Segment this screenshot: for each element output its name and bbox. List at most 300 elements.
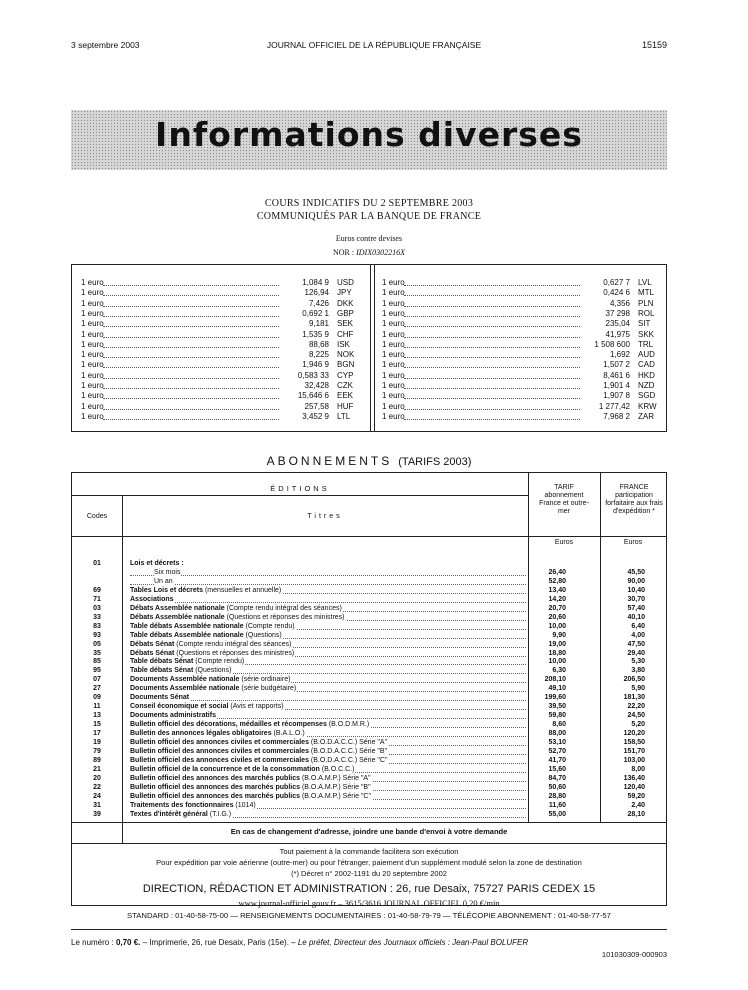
- section-banner: [71, 110, 667, 170]
- row-price-etranger: 120,20: [623, 730, 645, 738]
- rate-value: 1 508 600: [594, 339, 630, 349]
- row-price-etranger: 59,20: [627, 792, 645, 800]
- row-title: [130, 676, 291, 684]
- row-title-bold: Bulletin officiel de la concurrence et de la consommation: [130, 765, 320, 773]
- row-title: [130, 605, 343, 613]
- rate-currency: CAD: [638, 360, 655, 370]
- row-title-rest: (T.I.G.): [207, 810, 232, 818]
- row-code: 95: [93, 667, 101, 675]
- row-title-bold: Documents Assemblée nationale: [130, 685, 240, 693]
- row-title-bold: Traitements des fonctionnaires: [130, 801, 234, 809]
- rate-value: 7,426: [308, 298, 329, 308]
- rate-currency: CZK: [337, 381, 353, 390]
- row-code: 24: [93, 792, 101, 800]
- row-price-etranger: 5,30: [631, 658, 645, 666]
- rate-label: 1 euro: [81, 401, 104, 411]
- leader-dots: [404, 388, 580, 389]
- leader-dots: [404, 306, 580, 307]
- row-title-bold: Débats Sénat: [130, 640, 175, 648]
- subscription-row: [72, 667, 666, 675]
- rate-label: 1 euro: [382, 350, 405, 360]
- rate-value: 9,181: [308, 319, 329, 329]
- leader-dots: [404, 367, 580, 368]
- imprimerie: – Imprimerie, 26, rue Desaix, Paris (15e).: [142, 938, 289, 947]
- row-price-etranger: 40,10: [627, 613, 645, 621]
- rate-currency: TRL: [638, 339, 654, 349]
- row-title-bold: Bulletin officiel des décorations, médailles et récompenses: [130, 721, 327, 729]
- note-line-1: Tout paiement à la commande facilitera son exécution: [279, 847, 459, 856]
- row-price-tarif: 84,70: [548, 774, 566, 782]
- row-title-rest: (série budgétaire): [239, 685, 297, 693]
- row-title: [130, 730, 306, 738]
- row-title-rest: (B.O.D.A.C.C.) Série "A": [308, 739, 388, 746]
- exchange-rates-table: [71, 264, 667, 432]
- subscription-row: [72, 596, 666, 604]
- rate-label: 1 euro: [81, 350, 104, 360]
- rate-label: 1 euro: [382, 391, 405, 401]
- leader-dots: [404, 357, 580, 358]
- row-line-bottom: [72, 822, 666, 823]
- footer-imprint: [71, 938, 528, 947]
- row-price-tarif: 208,10: [544, 676, 566, 684]
- row-title: [130, 667, 232, 675]
- row-code: 27: [93, 685, 101, 693]
- row-code: 89: [93, 756, 101, 764]
- rate-row: [382, 360, 662, 370]
- row-price-etranger: 57,40: [627, 604, 645, 612]
- subscription-row: [72, 614, 666, 622]
- row-price-etranger: 151,70: [623, 747, 645, 755]
- leader-dots: [103, 295, 279, 296]
- rate-currency: AUD: [638, 350, 655, 360]
- row-price-etranger: 2,40: [631, 801, 645, 809]
- rate-row: [81, 350, 361, 360]
- subscription-row: [72, 587, 666, 595]
- rate-currency: ISK: [337, 339, 350, 349]
- rate-value: 8,461 6: [603, 370, 630, 380]
- row-price-etranger: 29,40: [627, 649, 645, 657]
- row-title-rest: (Compte rendu): [243, 622, 295, 630]
- abonnements-title: ABONNEMENTS: [266, 454, 393, 468]
- row-title-bold: Bulletin officiel des annonces des marchés publics: [130, 783, 300, 791]
- rate-currency: SGD: [638, 391, 656, 401]
- subscription-row: [72, 605, 666, 613]
- row-title-rest: (1014): [233, 801, 256, 809]
- rate-value: 1,901 4: [603, 381, 630, 390]
- row-title-rest: (Avis et rapports): [228, 703, 284, 711]
- row-price-tarif: 20,70: [548, 604, 566, 612]
- cours-title-1: COURS INDICATIFS DU 2 SEPTEMBRE 2003: [264, 198, 474, 209]
- subscription-row: [72, 676, 666, 684]
- subscription-row: [72, 650, 666, 658]
- rate-row: [81, 371, 361, 381]
- row-title-bold: Table débats Assemblée nationale: [130, 631, 244, 639]
- row-title-rest: (B.O.C.C.): [319, 765, 355, 773]
- rate-currency: USD: [337, 278, 354, 287]
- leader-dots: [103, 337, 279, 338]
- row-price-tarif: 52,70: [548, 747, 566, 755]
- row-title-bold: Associations: [130, 595, 174, 603]
- rate-value: 0,424 6: [603, 288, 630, 298]
- rate-label: 1 euro: [81, 329, 104, 339]
- footer-reference: 101030309-000903: [601, 950, 667, 959]
- row-title-bold: Table débats Assemblée nationale: [130, 622, 244, 630]
- rate-value: 0,583 33: [297, 370, 329, 380]
- direction-address: DIRECTION, RÉDACTION ET ADMINISTRATION : 26, rue Desaix, 75727 PARIS CEDEX 15: [142, 883, 596, 895]
- row-price-etranger: 28,10: [627, 810, 645, 818]
- row-title: [130, 703, 285, 711]
- row-title: [130, 712, 217, 720]
- rate-label: 1 euro: [81, 360, 104, 370]
- leader-dots: [103, 357, 279, 358]
- subscription-row: [72, 694, 666, 702]
- rate-row: [382, 319, 662, 329]
- rate-currency: NOK: [337, 350, 355, 360]
- subscription-row: [72, 641, 666, 649]
- rate-label: 1 euro: [81, 319, 104, 329]
- row-price-etranger: 4,00: [631, 631, 645, 639]
- row-price-etranger: 6,40: [631, 622, 645, 630]
- rate-row: [81, 309, 361, 319]
- row-title-bold: Débats Assemblée nationale: [130, 604, 225, 612]
- col-header-codes: Codes: [86, 513, 108, 520]
- rate-currency: CYP: [337, 370, 354, 380]
- footer-web: www.journal-officiel.gouv.fr – 3615/3616 JOURNAL OFFICIEL 0,20 €/min: [238, 898, 500, 908]
- row-title-rest: (B.A.L.O.): [271, 730, 305, 738]
- rate-label: 1 euro: [81, 308, 104, 318]
- rate-label: 1 euro: [81, 381, 104, 390]
- row-title: [130, 685, 297, 693]
- row-code: 01: [93, 560, 101, 567]
- row-title: [130, 766, 355, 774]
- rate-currency: SKK: [638, 329, 655, 339]
- prefet: – Le préfet, Directeur des Journaux officiels : Jean-Paul BOLUFER: [291, 938, 529, 947]
- subscription-row: [72, 793, 666, 801]
- row-code: 85: [93, 658, 101, 666]
- rate-label: 1 euro: [81, 391, 104, 401]
- price-value: 0,70 €.: [115, 938, 141, 947]
- row-line-editions: [72, 495, 528, 496]
- rate-label: 1 euro: [81, 370, 104, 380]
- row-title-bold: Bulletin officiel des annonces civiles et commerciales: [130, 747, 309, 755]
- row-title-bold: Conseil économique et social: [130, 703, 229, 711]
- rate-label: 1 euro: [382, 319, 405, 329]
- leader-dots: [103, 409, 279, 410]
- leader-dots: [103, 316, 279, 317]
- row-code: 03: [93, 604, 101, 612]
- row-title-rest: (Compte rendu intégral des séances): [224, 604, 342, 612]
- row-title-rest: (Questions): [243, 631, 282, 639]
- rate-row: [81, 412, 361, 422]
- banner-title: Informations diverses: [155, 115, 583, 154]
- subscription-row: [72, 712, 666, 720]
- row-title-bold: Tables Lois et décrets: [130, 586, 204, 594]
- rate-label: 1 euro: [382, 370, 405, 380]
- row-price-etranger: 24,50: [627, 712, 645, 720]
- leader-dots: [103, 285, 279, 286]
- row-title-bold: Documents Sénat: [130, 694, 190, 702]
- col-header-etranger: FRANCE participation forfaitaire aux frais d'expédition *: [605, 484, 663, 515]
- leader-dots: [103, 306, 279, 307]
- row-title-rest: (mensuelles et annuelle): [203, 586, 282, 594]
- row-title: [130, 748, 388, 756]
- rate-row: [81, 360, 361, 370]
- rate-row: [382, 391, 662, 401]
- subscription-row: [72, 721, 666, 729]
- row-title: [130, 784, 372, 792]
- leader-dots: [103, 398, 279, 399]
- rate-row: [382, 330, 662, 340]
- rate-label: 1 euro: [81, 339, 104, 349]
- row-title-rest: Un an: [154, 577, 173, 585]
- row-price-tarif: 50,60: [548, 783, 566, 791]
- rate-currency: HKD: [638, 370, 655, 380]
- subscription-row: [72, 569, 666, 577]
- leader-dots: [103, 367, 279, 368]
- rate-label: 1 euro: [382, 411, 405, 421]
- rate-value: 257,58: [304, 401, 329, 411]
- row-price-tarif: 55,00: [548, 810, 566, 818]
- rate-currency: MTL: [638, 288, 654, 298]
- row-title-rest: (B.O.A.M.P.) Série "B": [300, 783, 371, 791]
- rate-value: 32,428: [304, 381, 329, 390]
- rate-row: [81, 391, 361, 401]
- row-code: 69: [93, 586, 101, 594]
- row-price-etranger: 136,40: [623, 774, 645, 782]
- rate-row: [382, 402, 662, 412]
- rate-label: 1 euro: [382, 401, 405, 411]
- leader-dots: [103, 419, 279, 420]
- row-code: 79: [93, 747, 101, 755]
- row-code: 17: [93, 730, 101, 738]
- rate-row: [382, 288, 662, 298]
- rate-currency: BGN: [337, 360, 355, 370]
- leader-dots: [130, 602, 526, 603]
- row-price-tarif: 10,00: [548, 658, 566, 666]
- rates-divider: [370, 265, 375, 431]
- row-price-tarif: 10,00: [548, 622, 566, 630]
- row-code: 21: [93, 765, 101, 773]
- row-price-etranger: 30,70: [627, 595, 645, 603]
- rate-label: 1 euro: [81, 298, 104, 308]
- rate-value: 0,692 1: [302, 308, 329, 318]
- abonnements-heading: [71, 454, 667, 468]
- row-title: [130, 757, 388, 765]
- row-price-etranger: 5,20: [631, 721, 645, 729]
- row-code: 05: [93, 640, 101, 648]
- row-price-etranger: 103,00: [623, 756, 645, 764]
- subscription-row: [72, 757, 666, 765]
- header-date: 3 septembre 2003: [71, 40, 140, 50]
- cours-title-2: COMMUNIQUÉS PAR LA BANQUE DE FRANCE: [256, 211, 482, 222]
- row-title: [130, 802, 257, 810]
- subscription-row: [72, 766, 666, 774]
- leader-dots: [404, 347, 580, 348]
- row-title: [130, 587, 282, 595]
- leader-dots: [404, 398, 580, 399]
- row-price-etranger: 90,00: [627, 577, 645, 585]
- rate-currency: SIT: [638, 319, 651, 329]
- row-title: [130, 793, 372, 801]
- row-title: [130, 623, 296, 631]
- subscription-table: [71, 472, 667, 844]
- rate-currency: DKK: [337, 298, 354, 308]
- row-title: [154, 578, 174, 586]
- rate-value: 88,68: [308, 339, 329, 349]
- row-price-etranger: 181,30: [623, 694, 645, 702]
- row-title: [130, 632, 283, 640]
- rate-value: 41,975: [605, 329, 630, 339]
- row-price-etranger: 5,90: [631, 685, 645, 693]
- rate-value: 3,452 9: [302, 411, 329, 421]
- row-code: 11: [93, 703, 101, 711]
- header-page-number: 15159: [641, 40, 667, 50]
- row-code: 33: [93, 613, 101, 621]
- rate-value: 8,225: [308, 350, 329, 360]
- subscription-row: [72, 748, 666, 756]
- row-title-rest: (B.O.A.M.P.) Série "A": [300, 774, 371, 782]
- rate-row: [382, 299, 662, 309]
- row-line-header: [72, 536, 666, 537]
- row-title-rest: (B.O.A.M.P.) Série "C": [300, 792, 371, 800]
- leader-dots: [404, 378, 580, 379]
- row-title: [130, 658, 245, 666]
- rate-currency: GBP: [337, 308, 354, 318]
- leader-dots: [404, 316, 580, 317]
- leader-dots: [103, 326, 279, 327]
- rate-label: 1 euro: [382, 278, 405, 287]
- row-title-bold: Textes d'intérêt général: [130, 810, 208, 818]
- row-price-tarif: 8,60: [552, 721, 566, 729]
- unit-euros-1: Euros: [554, 539, 574, 546]
- row-title: [130, 739, 388, 747]
- row-title-bold: Bulletin officiel des annonces des marchés publics: [130, 792, 300, 800]
- rate-value: 1,907 8: [603, 391, 630, 401]
- rate-label: 1 euro: [382, 339, 405, 349]
- rate-currency: SEK: [337, 319, 354, 329]
- row-price-etranger: 47,50: [627, 640, 645, 648]
- row-price-tarif: 41,70: [548, 756, 566, 764]
- subscription-row: [72, 560, 666, 568]
- header-journal: JOURNAL OFFICIEL DE LA RÉPUBLIQUE FRANÇAISE: [266, 40, 482, 50]
- rate-currency: HUF: [337, 401, 354, 411]
- row-title: [130, 614, 346, 622]
- price-label: Le numéro :: [71, 938, 114, 947]
- rate-currency: LTL: [337, 411, 351, 421]
- abonnements-subtitle: (TARIFS 2003): [398, 456, 472, 468]
- rate-label: 1 euro: [81, 278, 104, 287]
- row-code: 20: [93, 774, 101, 782]
- leader-dots: [103, 378, 279, 379]
- row-title-bold: Débats Assemblée nationale: [130, 613, 225, 621]
- row-title: [130, 596, 175, 604]
- row-price-etranger: 206,50: [623, 676, 645, 684]
- row-price-etranger: 8,00: [631, 765, 645, 773]
- row-title-rest: (Questions): [193, 667, 232, 675]
- subscription-row: [72, 685, 666, 693]
- row-title-bold: Documents Assemblée nationale: [130, 676, 240, 684]
- row-title-rest: (B.O.D.A.C.C.) Série "B": [308, 747, 388, 755]
- row-title-rest: Six mois: [154, 568, 181, 576]
- rate-currency: PLN: [638, 298, 654, 308]
- row-title-bold: Bulletin des annonces légales obligatoires: [130, 730, 272, 738]
- cours-nor: [71, 248, 667, 257]
- row-price-etranger: 158,50: [623, 739, 645, 746]
- row-title-rest: (B.O.D.M.R.): [326, 721, 370, 729]
- row-price-tarif: 49,10: [548, 685, 566, 693]
- rate-row: [81, 340, 361, 350]
- rate-label: 1 euro: [81, 288, 104, 298]
- rate-label: 1 euro: [382, 298, 405, 308]
- row-title: [130, 560, 185, 568]
- row-title-rest: (B.O.D.A.C.C.) Série "C": [308, 756, 388, 764]
- row-title: [130, 641, 292, 649]
- leader-dots: [404, 337, 580, 338]
- rate-label: 1 euro: [382, 381, 405, 390]
- rate-row: [81, 288, 361, 298]
- row-price-etranger: 3,80: [631, 667, 645, 675]
- rate-value: 1,535 9: [302, 329, 329, 339]
- row-title: [130, 694, 190, 702]
- rate-currency: ZAR: [638, 411, 654, 421]
- rate-row: [382, 309, 662, 319]
- row-title-bold: Bulletin officiel des annonces des marchés publics: [130, 774, 300, 782]
- rate-value: 1,692: [609, 350, 630, 360]
- cours-subtitle: Euros contre devises: [335, 234, 403, 243]
- leader-dots: [130, 584, 526, 585]
- row-code: 07: [93, 676, 101, 684]
- row-code: 39: [93, 810, 101, 818]
- rate-row: [382, 350, 662, 360]
- row-price-tarif: 9,90: [552, 631, 566, 639]
- row-price-tarif: 6,30: [552, 667, 566, 675]
- row-code: 09: [93, 694, 101, 702]
- leader-dots: [103, 388, 279, 389]
- rate-currency: NZD: [638, 381, 655, 390]
- rate-row: [382, 340, 662, 350]
- row-price-etranger: 45,50: [627, 568, 645, 576]
- rate-row: [382, 412, 662, 422]
- row-title-rest: (série ordinaire): [239, 676, 291, 684]
- rate-currency: EEK: [337, 391, 354, 401]
- rate-currency: ROL: [638, 308, 655, 318]
- row-title: [154, 569, 181, 577]
- subscription-row: [72, 775, 666, 783]
- row-code: 35: [93, 649, 101, 657]
- subscription-row: [72, 784, 666, 792]
- row-price-tarif: 19,00: [548, 640, 566, 648]
- row-title: [130, 775, 372, 783]
- rate-value: 15,646 6: [297, 391, 329, 401]
- footer-contacts: STANDARD : 01-40-58-75-00 — RENSEIGNEMENTS DOCUMENTAIRES : 01-40-58-79-79 — TÉLÉCOPIE ABONNEMENT : 01-40-58-77-57: [127, 911, 611, 920]
- subscription-row: [72, 658, 666, 666]
- row-title-rest: (Compte rendu intégral des séances): [174, 640, 292, 648]
- row-code: 83: [93, 622, 101, 630]
- col-header-tarif: TARIF abonnement France et outre-mer: [539, 484, 589, 515]
- row-price-tarif: 14,20: [548, 595, 566, 603]
- rate-value: 126,94: [304, 288, 329, 298]
- unit-euros-2: Euros: [623, 539, 643, 546]
- rate-label: 1 euro: [382, 308, 405, 318]
- row-price-etranger: 120,40: [623, 783, 645, 791]
- leader-dots: [130, 575, 526, 576]
- row-title: [130, 811, 232, 819]
- row-code: 19: [93, 739, 101, 746]
- rate-row: [81, 381, 361, 391]
- rate-row: [81, 299, 361, 309]
- row-price-etranger: 10,40: [627, 586, 645, 594]
- row-price-tarif: 59,80: [548, 712, 566, 720]
